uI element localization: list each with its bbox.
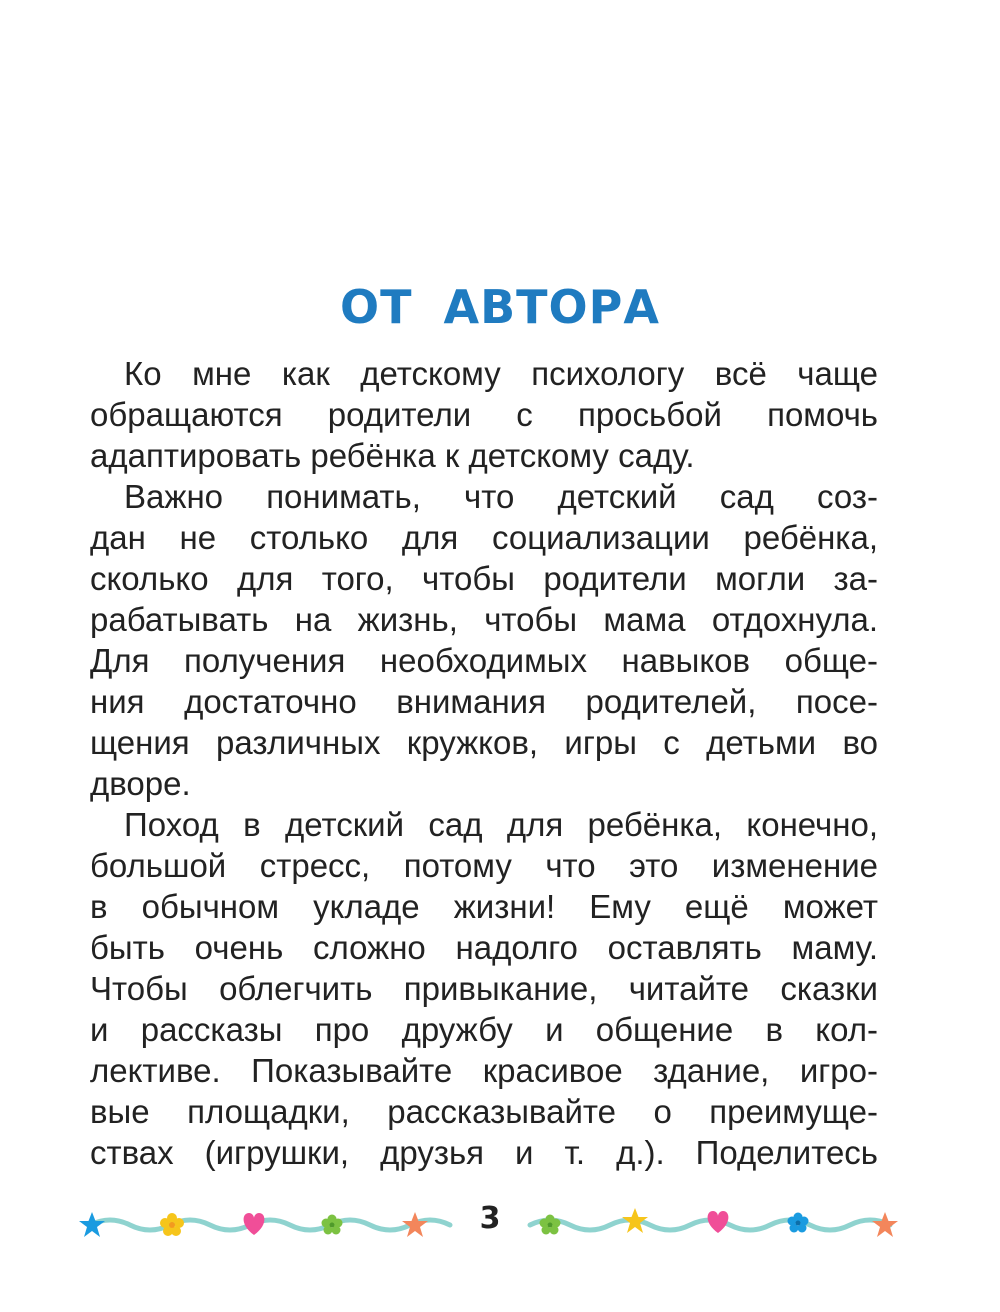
text-line: щения различных кружков, игры с детьми во <box>90 724 878 761</box>
page-number: 3 <box>479 1201 501 1236</box>
text-line: ния достаточно внимания родителей, посе- <box>90 683 878 720</box>
text-line: Чтобы облегчить привыкание, читайте сказки <box>90 970 878 1007</box>
text-line: ствах (игрушки, друзья и т. д.). Поделитесь <box>90 1134 878 1171</box>
text-line: и рассказы про дружбу и общение в кол- <box>90 1011 878 1048</box>
wave-decoration-left <box>90 1220 450 1230</box>
text-line: адаптировать ребёнка к детскому саду. <box>90 437 695 474</box>
text-line: дворе. <box>90 765 191 802</box>
orange-star-icon <box>872 1212 898 1237</box>
pink-heart-icon <box>244 1213 265 1235</box>
page-footer-ornament <box>70 1195 910 1255</box>
green-flower-icon <box>322 1215 343 1235</box>
body-text <box>90 353 878 1173</box>
text-line: дан не столько для социализации ребёнка, <box>90 519 878 556</box>
green-flower-icon <box>540 1215 561 1235</box>
text-line: Ко мне как детскому психологу всё чаще <box>124 355 878 392</box>
text-line: лективе. Показывайте красивое здание, игро- <box>90 1052 878 1089</box>
text-line: рабатывать на жизнь, чтобы мама отдохнула. <box>90 601 878 638</box>
text-line: большой стресс, потому что это изменение <box>90 847 878 884</box>
blue-star-icon <box>79 1212 105 1237</box>
text-line: Поход в детский сад для ребёнка, конечно, <box>124 806 878 843</box>
blue-flower-icon <box>788 1213 809 1233</box>
text-line: сколько для того, чтобы родители могли за- <box>90 560 878 597</box>
yellow-flower-icon <box>160 1213 184 1236</box>
text-line: вые площадки, рассказывайте о преимуще- <box>90 1093 878 1130</box>
pink-heart-icon <box>708 1211 729 1233</box>
text-line: Важно понимать, что детский сад соз- <box>124 478 878 515</box>
text-line: обращаются родители с просьбой помочь <box>90 396 878 433</box>
text-line: Для получения необходимых навыков обще- <box>90 642 878 679</box>
text-line: в обычном укладе жизни! Ему ещё может <box>90 888 878 925</box>
text-line: быть очень сложно надолго оставлять маму. <box>90 929 878 966</box>
page-title: ОТ АВТОРА <box>340 280 660 334</box>
